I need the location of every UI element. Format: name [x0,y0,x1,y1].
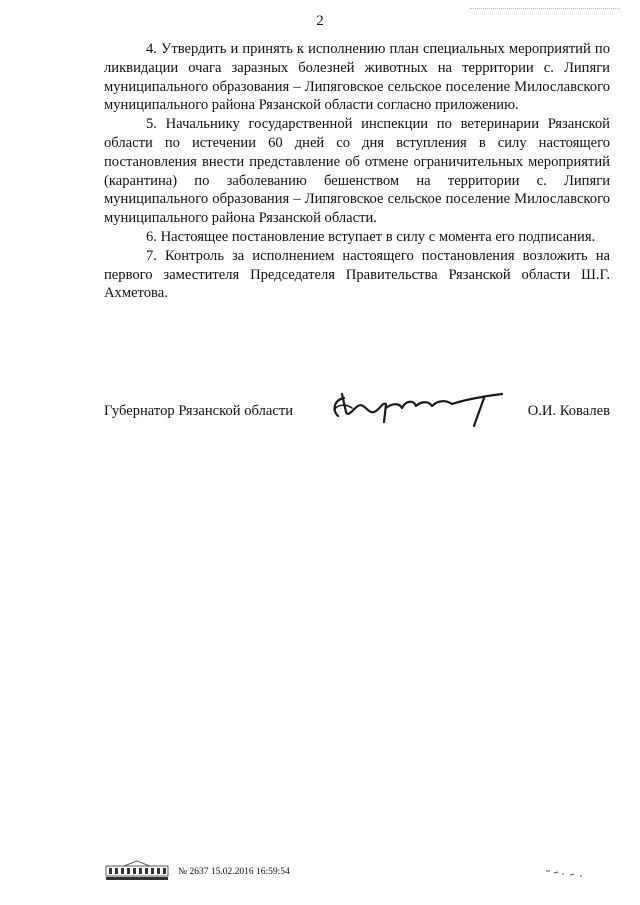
printing-office-logo [104,860,170,882]
paragraph-5: 5. Начальнику государственной инспекции по ветеринарии Рязанской области по истечении 60 дней со дня вступления в силу настоящего постановления внести представление об отмене ограничительных мероприятий (карантина) по заболеванию бешенством на территории с. Липяги муниципального образования – Липяговское сельское поселение Милославского муниципального района Рязанской области. [104,116,610,227]
document-body [104,40,610,303]
paragraph-7: 7. Контроль за исполнением настоящего постановления возложить на первого заместителя Председателя Правительства Рязанской области Ш.Г. Ахметова. [104,247,610,302]
signatory-title: Губернатор Рязанской области [104,403,294,419]
footer [104,860,604,884]
registration-stamp: № 2637 15.02.2016 16:59:54 [178,867,290,877]
handwritten-signature [324,390,504,430]
paragraph-4: 4. Утвердить и принять к исполнению план специальных мероприятий по ликвидации очага заразных болезней животных на территории с. Липяги муниципального образования – Липяговское сельское поселение Милославского муниципального района Рязанской области согласно приложению. [104,41,610,114]
signature-block [104,395,610,435]
paragraph-6: 6. Настоящее постановление вступает в силу с момента его подписания. [146,228,596,245]
scan-artifact-bottom [544,868,594,878]
signatory-name: О.И. Ковалев [527,403,610,419]
page-number: 2 [316,13,324,29]
